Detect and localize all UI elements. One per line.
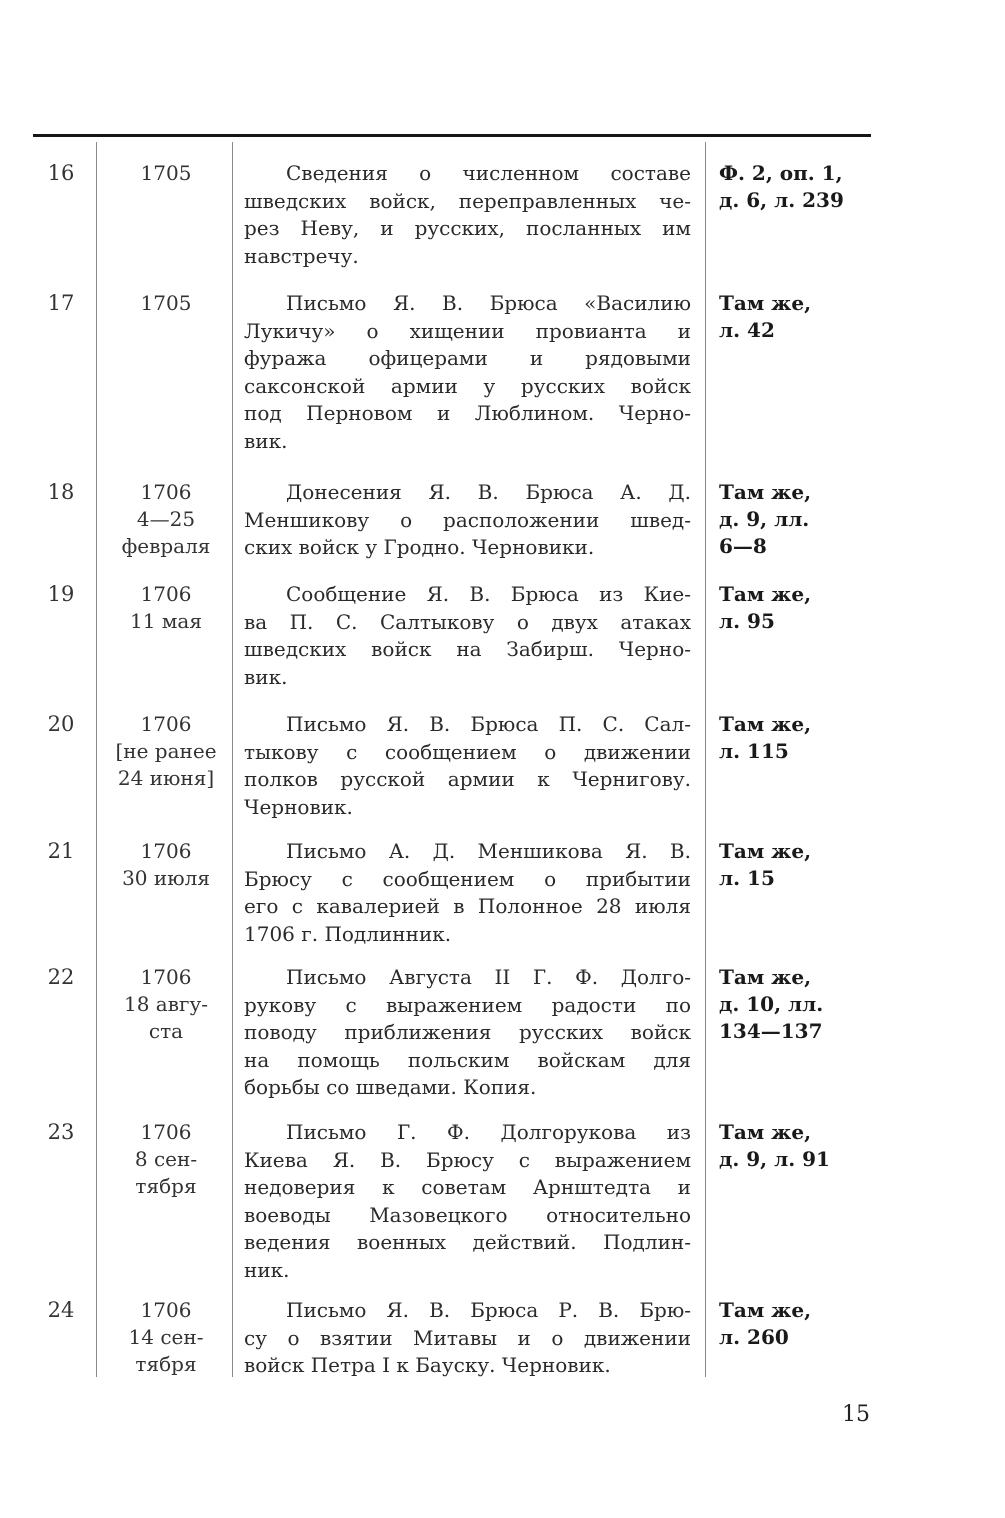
date-line: 1706 bbox=[140, 712, 192, 736]
description-line: борьбы со шведами. Копия. bbox=[244, 1075, 537, 1100]
entry-date bbox=[106, 1297, 226, 1378]
description-line: полков русской армии к Чернигову. bbox=[244, 767, 691, 792]
reference-line: Там же, bbox=[719, 839, 812, 863]
description-line: вик. bbox=[244, 664, 288, 689]
description-line: рез Неву, и русских, посланных им bbox=[244, 216, 691, 241]
entry-archive-reference bbox=[719, 1119, 869, 1173]
date-line: 8 сен- bbox=[134, 1147, 198, 1171]
entry-description bbox=[244, 581, 691, 691]
entry-number: 20 bbox=[47, 712, 75, 736]
column-divider-number bbox=[96, 142, 97, 1377]
date-line: 1706 bbox=[140, 1120, 192, 1144]
entry-date bbox=[106, 838, 226, 892]
reference-line: Там же, bbox=[719, 582, 812, 606]
description-line: его с кавалерией в Полонное 28 июля bbox=[244, 894, 691, 919]
entry-description bbox=[244, 160, 691, 270]
reference-line: д. 9, лл. bbox=[719, 507, 810, 531]
description-line: тыкову с сообщением о движении bbox=[244, 739, 691, 764]
table-top-rule bbox=[33, 134, 871, 137]
date-line: 1706 bbox=[140, 582, 192, 606]
description-line: ских войск у Гродно. Черновики. bbox=[244, 535, 595, 560]
reference-line: Ф. 2, оп. 1, bbox=[719, 161, 843, 185]
reference-line: Там же, bbox=[719, 712, 812, 736]
reference-line: л. 42 bbox=[719, 318, 775, 342]
reference-line: д. 6, л. 239 bbox=[719, 188, 844, 212]
description-line: Меншикову о расположении швед- bbox=[244, 507, 691, 532]
description-line: рукову с выражением радости по bbox=[244, 992, 691, 1017]
date-line: тября bbox=[135, 1352, 197, 1376]
entry-description bbox=[244, 711, 691, 821]
entry-date bbox=[106, 479, 226, 560]
date-line: 30 июля bbox=[122, 866, 210, 890]
date-line: 18 авгу- bbox=[124, 992, 208, 1016]
entry-date bbox=[106, 1119, 226, 1200]
description-line: Письмо Я. В. Брюса Р. В. Брю- bbox=[286, 1298, 691, 1322]
column-divider-date bbox=[232, 142, 233, 1377]
date-line: 11 мая bbox=[130, 609, 202, 633]
description-line: на помощь польским войскам для bbox=[244, 1047, 691, 1072]
description-line: саксонской армии у русских войск bbox=[244, 373, 691, 398]
date-line: 1706 bbox=[140, 480, 192, 504]
description-line: поводу приближения русских войск bbox=[244, 1020, 691, 1045]
reference-line: Там же, bbox=[719, 1120, 812, 1144]
entry-number: 19 bbox=[47, 582, 75, 606]
entry-description bbox=[244, 1297, 691, 1380]
reference-line: Там же, bbox=[719, 291, 812, 315]
entry-description bbox=[244, 964, 691, 1102]
description-line: шведских войск, переправленных че- bbox=[244, 188, 691, 213]
reference-line: Там же, bbox=[719, 480, 812, 504]
description-line: ва П. С. Салтыкову о двух атаках bbox=[244, 609, 691, 634]
reference-line: 134—137 bbox=[719, 1019, 823, 1043]
description-line: недоверия к советам Арнштедта и bbox=[244, 1175, 691, 1200]
date-line: 1706 bbox=[140, 965, 192, 989]
entry-archive-reference bbox=[719, 1297, 869, 1351]
description-line: Черновик. bbox=[244, 794, 353, 819]
reference-line: д. 10, лл. bbox=[719, 992, 824, 1016]
entry-archive-reference bbox=[719, 581, 869, 635]
description-line: шведских войск на Забирш. Черно- bbox=[244, 637, 691, 662]
entry-archive-reference bbox=[719, 160, 869, 214]
date-line: 24 июня] bbox=[117, 766, 215, 790]
date-line: 4—25 bbox=[136, 507, 196, 531]
entry-number: 24 bbox=[47, 1298, 75, 1322]
description-line: Письмо Я. В. Брюса «Василию bbox=[286, 291, 691, 315]
entry-archive-reference bbox=[719, 290, 869, 344]
entry-description bbox=[244, 290, 691, 456]
date-line: ста bbox=[148, 1019, 184, 1043]
date-line: февраля bbox=[121, 534, 211, 558]
reference-line: л. 95 bbox=[719, 609, 775, 633]
entry-archive-reference bbox=[719, 711, 869, 765]
date-line: 1705 bbox=[140, 161, 192, 185]
description-line: Лукичу» о хищении провианта и bbox=[244, 318, 691, 343]
entry-number: 21 bbox=[47, 839, 75, 863]
description-line: Сведения о численном составе bbox=[286, 161, 691, 185]
entry-archive-reference bbox=[719, 838, 869, 892]
description-line: воеводы Мазовецкого относительно bbox=[244, 1202, 691, 1227]
entry-number: 18 bbox=[47, 480, 75, 504]
description-line: Киева Я. В. Брюсу с выражением bbox=[244, 1147, 691, 1172]
description-line: навстречу. bbox=[244, 243, 359, 268]
entry-date bbox=[106, 964, 226, 1045]
date-line: [не ранее bbox=[115, 739, 217, 763]
description-line: вик. bbox=[244, 428, 288, 453]
description-line: Брюсу с сообщением о прибытии bbox=[244, 866, 691, 891]
description-line: под Перновом и Люблином. Черно- bbox=[244, 401, 691, 426]
description-line: 1706 г. Подлинник. bbox=[244, 921, 452, 946]
description-line: фуража офицерами и рядовыми bbox=[244, 346, 691, 371]
description-line: су о взятии Митавы и о движении bbox=[244, 1325, 691, 1350]
description-line: Письмо А. Д. Меншикова Я. В. bbox=[286, 839, 691, 863]
entry-date bbox=[106, 290, 226, 317]
entry-description bbox=[244, 838, 691, 948]
reference-line: д. 9, л. 91 bbox=[719, 1147, 830, 1171]
description-line: Сообщение Я. В. Брюса из Кие- bbox=[286, 582, 691, 606]
entry-date bbox=[106, 711, 226, 792]
reference-line: 6—8 bbox=[719, 534, 767, 558]
reference-line: л. 260 bbox=[719, 1325, 789, 1349]
reference-line: Там же, bbox=[719, 1298, 812, 1322]
entry-description bbox=[244, 1119, 691, 1285]
reference-line: л. 115 bbox=[719, 739, 789, 763]
description-line: ведения военных действий. Подлин- bbox=[244, 1230, 691, 1255]
entry-archive-reference bbox=[719, 479, 869, 560]
description-line: войск Петра I к Бауску. Черновик. bbox=[244, 1353, 611, 1378]
entry-number: 17 bbox=[47, 291, 75, 315]
reference-line: л. 15 bbox=[719, 866, 775, 890]
description-line: Письмо Г. Ф. Долгорукова из bbox=[286, 1120, 691, 1144]
description-line: Донесения Я. В. Брюса А. Д. bbox=[286, 480, 691, 504]
entry-archive-reference bbox=[719, 964, 869, 1045]
entry-date bbox=[106, 581, 226, 635]
entry-date bbox=[106, 160, 226, 187]
date-line: тября bbox=[135, 1174, 197, 1198]
entry-number: 23 bbox=[47, 1120, 75, 1144]
date-line: 1705 bbox=[140, 291, 192, 315]
date-line: 1706 bbox=[140, 839, 192, 863]
date-line: 14 сен- bbox=[128, 1325, 204, 1349]
description-line: ник. bbox=[244, 1257, 290, 1282]
entry-number: 22 bbox=[47, 965, 75, 989]
date-line: 1706 bbox=[140, 1298, 192, 1322]
page-number: 15 bbox=[842, 1402, 870, 1427]
description-line: Письмо Августа II Г. Ф. Долго- bbox=[286, 965, 691, 989]
reference-line: Там же, bbox=[719, 965, 812, 989]
entry-number: 16 bbox=[47, 161, 75, 185]
entry-description bbox=[244, 479, 691, 562]
description-line: Письмо Я. В. Брюса П. С. Сал- bbox=[286, 712, 691, 736]
column-divider-description bbox=[705, 142, 706, 1377]
